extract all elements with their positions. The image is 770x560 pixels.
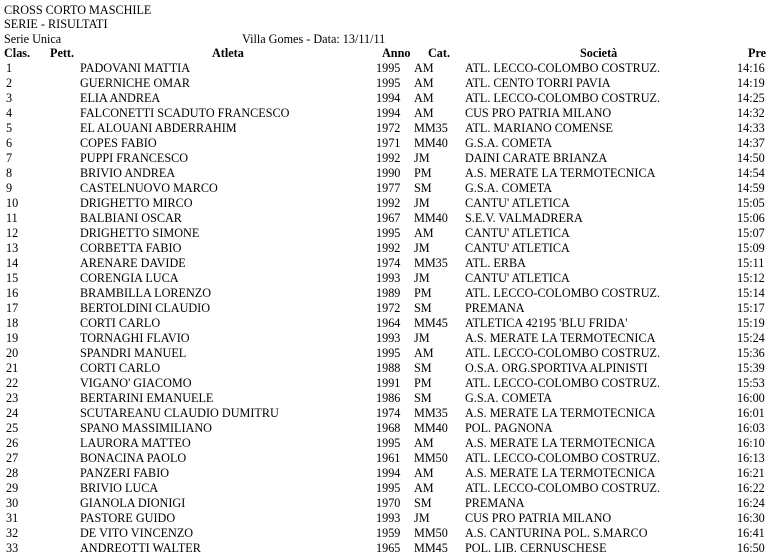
result-clas: 10: [6, 196, 19, 210]
result-club: A.S. MERATE LA TERMOTECNICA: [465, 466, 656, 480]
result-clas: 2: [6, 76, 13, 90]
result-category: SM: [414, 496, 432, 510]
result-clas: 1: [6, 61, 13, 75]
result-time: 16:10: [737, 436, 765, 450]
result-athlete: ANDREOTTI WALTER: [80, 541, 201, 555]
results-table: [0, 61, 770, 556]
result-category: JM: [414, 511, 430, 525]
result-club: ATL. LECCO-COLOMBO COSTRUZ.: [465, 286, 661, 300]
result-year: 1974: [376, 256, 401, 270]
result-clas: 9: [6, 181, 13, 195]
result-category: JM: [414, 271, 430, 285]
result-clas: 14: [6, 256, 19, 270]
result-clas: 15: [6, 271, 19, 285]
table-row: [0, 496, 770, 511]
result-year: 1990: [376, 166, 401, 180]
result-clas: 5: [6, 121, 13, 135]
result-year: 1995: [376, 61, 401, 75]
table-row: [0, 451, 770, 466]
result-club: CANTU' ATLETICA: [465, 196, 570, 210]
result-athlete: BRIVIO LUCA: [80, 481, 159, 495]
result-category: MM35: [414, 406, 448, 420]
result-athlete: GIANOLA DIONIGI: [80, 496, 186, 510]
result-athlete: EL ALOUANI ABDERRAHIM: [80, 121, 237, 135]
result-time: 14:37: [737, 136, 765, 150]
table-row: [0, 511, 770, 526]
result-year: 1992: [376, 151, 401, 165]
result-athlete: SPANDRI MANUEL: [80, 346, 187, 360]
table-row: [0, 241, 770, 256]
result-club: PREMANA: [465, 496, 525, 510]
result-category: AM: [414, 481, 434, 495]
table-row: [0, 136, 770, 151]
result-athlete: DRIGHETTO SIMONE: [80, 226, 200, 240]
result-clas: 7: [6, 151, 13, 165]
col-header-societa: Società: [580, 46, 618, 60]
result-club: A.S. CANTURINA POL. S.MARCO: [465, 526, 648, 540]
result-year: 1995: [376, 481, 401, 495]
result-category: JM: [414, 331, 430, 345]
result-athlete: BRIVIO ANDREA: [80, 166, 176, 180]
result-clas: 3: [6, 91, 13, 105]
result-clas: 19: [6, 331, 19, 345]
result-category: MM50: [414, 526, 448, 540]
result-club: DAINI CARATE BRIANZA: [465, 151, 608, 165]
table-row: [0, 151, 770, 166]
result-year: 1994: [376, 466, 401, 480]
venue-date: Villa Gomes - Data: 13/11/11: [242, 32, 386, 46]
result-club: PREMANA: [465, 301, 525, 315]
result-category: SM: [414, 391, 432, 405]
table-row: [0, 166, 770, 181]
result-club: CANTU' ATLETICA: [465, 241, 570, 255]
result-clas: 6: [6, 136, 13, 150]
result-clas: 20: [6, 346, 19, 360]
table-row: [0, 196, 770, 211]
table-row: [0, 436, 770, 451]
result-time: 15:17: [737, 301, 765, 315]
table-row: [0, 331, 770, 346]
result-category: JM: [414, 241, 430, 255]
result-time: 16:01: [737, 406, 765, 420]
result-year: 1992: [376, 241, 401, 255]
result-club: CANTU' ATLETICA: [465, 271, 570, 285]
result-time: 14:50: [737, 151, 765, 165]
result-athlete: DE VITO VINCENZO: [80, 526, 194, 540]
result-category: AM: [414, 91, 434, 105]
result-category: SM: [414, 361, 432, 375]
result-club: CUS PRO PATRIA MILANO: [465, 511, 612, 525]
table-row: [0, 106, 770, 121]
result-year: 1965: [376, 541, 401, 555]
result-time: 15:11: [737, 256, 765, 270]
result-category: SM: [414, 181, 432, 195]
result-time: 16:03: [737, 421, 765, 435]
result-clas: 29: [6, 481, 19, 495]
result-year: 1964: [376, 316, 401, 330]
result-category: PM: [414, 376, 432, 390]
result-category: MM45: [414, 316, 448, 330]
result-year: 1995: [376, 346, 401, 360]
result-club: ATL. LECCO-COLOMBO COSTRUZ.: [465, 376, 661, 390]
result-clas: 24: [6, 406, 19, 420]
table-row: [0, 76, 770, 91]
result-athlete: BONACINA PAOLO: [80, 451, 187, 465]
result-time: 16:50: [737, 541, 765, 555]
result-club: A.S. MERATE LA TERMOTECNICA: [465, 436, 656, 450]
table-row: [0, 541, 770, 556]
result-clas: 17: [6, 301, 19, 315]
result-time: 16:30: [737, 511, 765, 525]
result-time: 15:09: [737, 241, 765, 255]
result-club: G.S.A. COMETA: [465, 181, 553, 195]
result-category: MM40: [414, 211, 448, 225]
result-time: 15:14: [737, 286, 765, 300]
result-time: 15:19: [737, 316, 765, 330]
result-year: 1995: [376, 226, 401, 240]
result-athlete: TORNAGHI FLAVIO: [80, 331, 190, 345]
result-year: 1992: [376, 196, 401, 210]
result-athlete: PADOVANI MATTIA: [80, 61, 191, 75]
result-clas: 31: [6, 511, 19, 525]
result-time: 15:05: [737, 196, 765, 210]
result-clas: 32: [6, 526, 19, 540]
table-row: [0, 301, 770, 316]
result-time: 15:12: [737, 271, 765, 285]
result-year: 1994: [376, 106, 401, 120]
result-year: 1970: [376, 496, 401, 510]
result-category: JM: [414, 151, 430, 165]
table-row: [0, 421, 770, 436]
result-category: MM35: [414, 256, 448, 270]
table-row: [0, 91, 770, 106]
result-year: 1974: [376, 406, 401, 420]
table-row: [0, 271, 770, 286]
result-year: 1995: [376, 76, 401, 90]
result-athlete: LAURORA MATTEO: [80, 436, 191, 450]
result-athlete: COPES FABIO: [80, 136, 157, 150]
result-time: 16:21: [737, 466, 765, 480]
result-club: POL. LIB. CERNUSCHESE: [465, 541, 607, 555]
result-category: AM: [414, 466, 434, 480]
result-club: ATL. LECCO-COLOMBO COSTRUZ.: [465, 61, 661, 75]
result-time: 15:24: [737, 331, 765, 345]
result-category: SM: [414, 301, 432, 315]
result-category: MM45: [414, 541, 448, 555]
result-athlete: VIGANO' GIACOMO: [80, 376, 192, 390]
result-club: POL. PAGNONA: [465, 421, 553, 435]
result-clas: 28: [6, 466, 19, 480]
result-year: 1993: [376, 331, 401, 345]
result-athlete: DRIGHETTO MIRCO: [80, 196, 193, 210]
result-athlete: CORTI CARLO: [80, 361, 161, 375]
result-clas: 12: [6, 226, 19, 240]
table-row: [0, 61, 770, 76]
result-category: MM40: [414, 136, 448, 150]
result-year: 1959: [376, 526, 401, 540]
result-athlete: CORTI CARLO: [80, 316, 161, 330]
result-time: 16:22: [737, 481, 765, 495]
result-clas: 11: [6, 211, 18, 225]
result-club: ATLETICA 42195 'BLU FRIDA': [465, 316, 628, 330]
result-clas: 23: [6, 391, 19, 405]
table-row: [0, 211, 770, 226]
result-club: ATL. MARIANO COMENSE: [465, 121, 613, 135]
result-athlete: CASTELNUOVO MARCO: [80, 181, 218, 195]
result-time: 15:36: [737, 346, 765, 360]
result-year: 1972: [376, 301, 401, 315]
result-time: 15:06: [737, 211, 765, 225]
result-clas: 21: [6, 361, 19, 375]
table-row: [0, 226, 770, 241]
document-subtitle: SERIE - RISULTATI: [4, 17, 108, 31]
result-clas: 4: [6, 106, 13, 120]
result-category: PM: [414, 286, 432, 300]
result-club: ATL. LECCO-COLOMBO COSTRUZ.: [465, 451, 661, 465]
result-year: 1989: [376, 286, 401, 300]
result-year: 1967: [376, 211, 401, 225]
result-club: G.S.A. COMETA: [465, 136, 553, 150]
result-category: AM: [414, 346, 434, 360]
col-header-pett: Pett.: [50, 46, 75, 60]
result-club: CUS PRO PATRIA MILANO: [465, 106, 612, 120]
result-club: ATL. LECCO-COLOMBO COSTRUZ.: [465, 346, 661, 360]
result-club: ATL. LECCO-COLOMBO COSTRUZ.: [465, 481, 661, 495]
result-clas: 16: [6, 286, 19, 300]
result-category: AM: [414, 106, 434, 120]
result-athlete: FALCONETTI SCADUTO FRANCESCO: [80, 106, 290, 120]
result-athlete: BRAMBILLA LORENZO: [80, 286, 212, 300]
table-row: [0, 346, 770, 361]
result-time: 14:33: [737, 121, 765, 135]
result-athlete: SPANO MASSIMILIANO: [80, 421, 212, 435]
result-athlete: PUPPI FRANCESCO: [80, 151, 189, 165]
table-row: [0, 121, 770, 136]
result-time: 14:19: [737, 76, 765, 90]
result-year: 1994: [376, 91, 401, 105]
result-year: 1961: [376, 451, 401, 465]
result-year: 1972: [376, 121, 401, 135]
result-club: CANTU' ATLETICA: [465, 226, 570, 240]
result-category: AM: [414, 226, 434, 240]
result-category: MM50: [414, 451, 448, 465]
result-time: 14:59: [737, 181, 765, 195]
result-clas: 30: [6, 496, 19, 510]
table-row: [0, 376, 770, 391]
result-year: 1971: [376, 136, 401, 150]
result-athlete: SCUTAREANU CLAUDIO DUMITRU: [80, 406, 279, 420]
result-club: A.S. MERATE LA TERMOTECNICA: [465, 331, 656, 345]
result-year: 1968: [376, 421, 401, 435]
result-year: 1986: [376, 391, 401, 405]
result-time: 15:39: [737, 361, 765, 375]
table-row: [0, 286, 770, 301]
result-time: 14:16: [737, 61, 765, 75]
result-category: AM: [414, 61, 434, 75]
result-time: 14:54: [737, 166, 765, 180]
result-club: A.S. MERATE LA TERMOTECNICA: [465, 406, 656, 420]
result-clas: 18: [6, 316, 19, 330]
result-clas: 26: [6, 436, 19, 450]
result-category: JM: [414, 196, 430, 210]
result-time: 15:07: [737, 226, 765, 240]
result-time: 16:41: [737, 526, 765, 540]
table-row: [0, 256, 770, 271]
result-athlete: CORBETTA FABIO: [80, 241, 182, 255]
result-year: 1991: [376, 376, 401, 390]
col-header-cat: Cat.: [428, 46, 451, 60]
result-clas: 33: [6, 541, 19, 555]
result-clas: 22: [6, 376, 19, 390]
table-row: [0, 466, 770, 481]
result-club: G.S.A. COMETA: [465, 391, 553, 405]
result-club: ATL. CENTO TORRI PAVIA: [465, 76, 611, 90]
table-row: [0, 316, 770, 331]
table-row: [0, 361, 770, 376]
result-clas: 8: [6, 166, 13, 180]
result-category: PM: [414, 166, 432, 180]
table-row: [0, 406, 770, 421]
table-row: [0, 391, 770, 406]
result-time: 14:32: [737, 106, 765, 120]
result-year: 1993: [376, 511, 401, 525]
col-header-pre: Pre: [748, 46, 767, 60]
result-athlete: ARENARE DAVIDE: [80, 256, 186, 270]
result-year: 1993: [376, 271, 401, 285]
result-time: 16:00: [737, 391, 765, 405]
result-year: 1977: [376, 181, 401, 195]
table-row: [0, 526, 770, 541]
result-athlete: ELIA ANDREA: [80, 91, 161, 105]
result-clas: 25: [6, 421, 19, 435]
result-year: 1988: [376, 361, 401, 375]
table-row: [0, 481, 770, 496]
result-club: ATL. ERBA: [465, 256, 526, 270]
result-club: O.S.A. ORG.SPORTIVA ALPINISTI: [465, 361, 648, 375]
result-athlete: PASTORE GUIDO: [80, 511, 176, 525]
result-clas: 13: [6, 241, 19, 255]
result-club: ATL. LECCO-COLOMBO COSTRUZ.: [465, 91, 661, 105]
result-time: 14:25: [737, 91, 765, 105]
result-category: AM: [414, 76, 434, 90]
result-time: 16:24: [737, 496, 765, 510]
table-row: [0, 181, 770, 196]
col-header-clas: Clas.: [4, 46, 31, 60]
result-category: AM: [414, 436, 434, 450]
col-header-atleta: Atleta: [212, 46, 244, 60]
result-club: A.S. MERATE LA TERMOTECNICA: [465, 166, 656, 180]
result-athlete: BALBIANI OSCAR: [80, 211, 182, 225]
result-year: 1995: [376, 436, 401, 450]
result-athlete: PANZERI FABIO: [80, 466, 170, 480]
result-time: 15:53: [737, 376, 765, 390]
document-title: CROSS CORTO MASCHILE: [4, 3, 152, 17]
result-category: MM40: [414, 421, 448, 435]
result-time: 16:13: [737, 451, 765, 465]
result-athlete: BERTOLDINI CLAUDIO: [80, 301, 211, 315]
result-athlete: GUERNICHE OMAR: [80, 76, 191, 90]
series-label: Serie Unica: [4, 32, 62, 46]
col-header-anno: Anno: [382, 46, 411, 60]
result-athlete: CORENGIA LUCA: [80, 271, 179, 285]
result-club: S.E.V. VALMADRERA: [465, 211, 583, 225]
result-clas: 27: [6, 451, 19, 465]
result-athlete: BERTARINI EMANUELE: [80, 391, 214, 405]
result-category: MM35: [414, 121, 448, 135]
